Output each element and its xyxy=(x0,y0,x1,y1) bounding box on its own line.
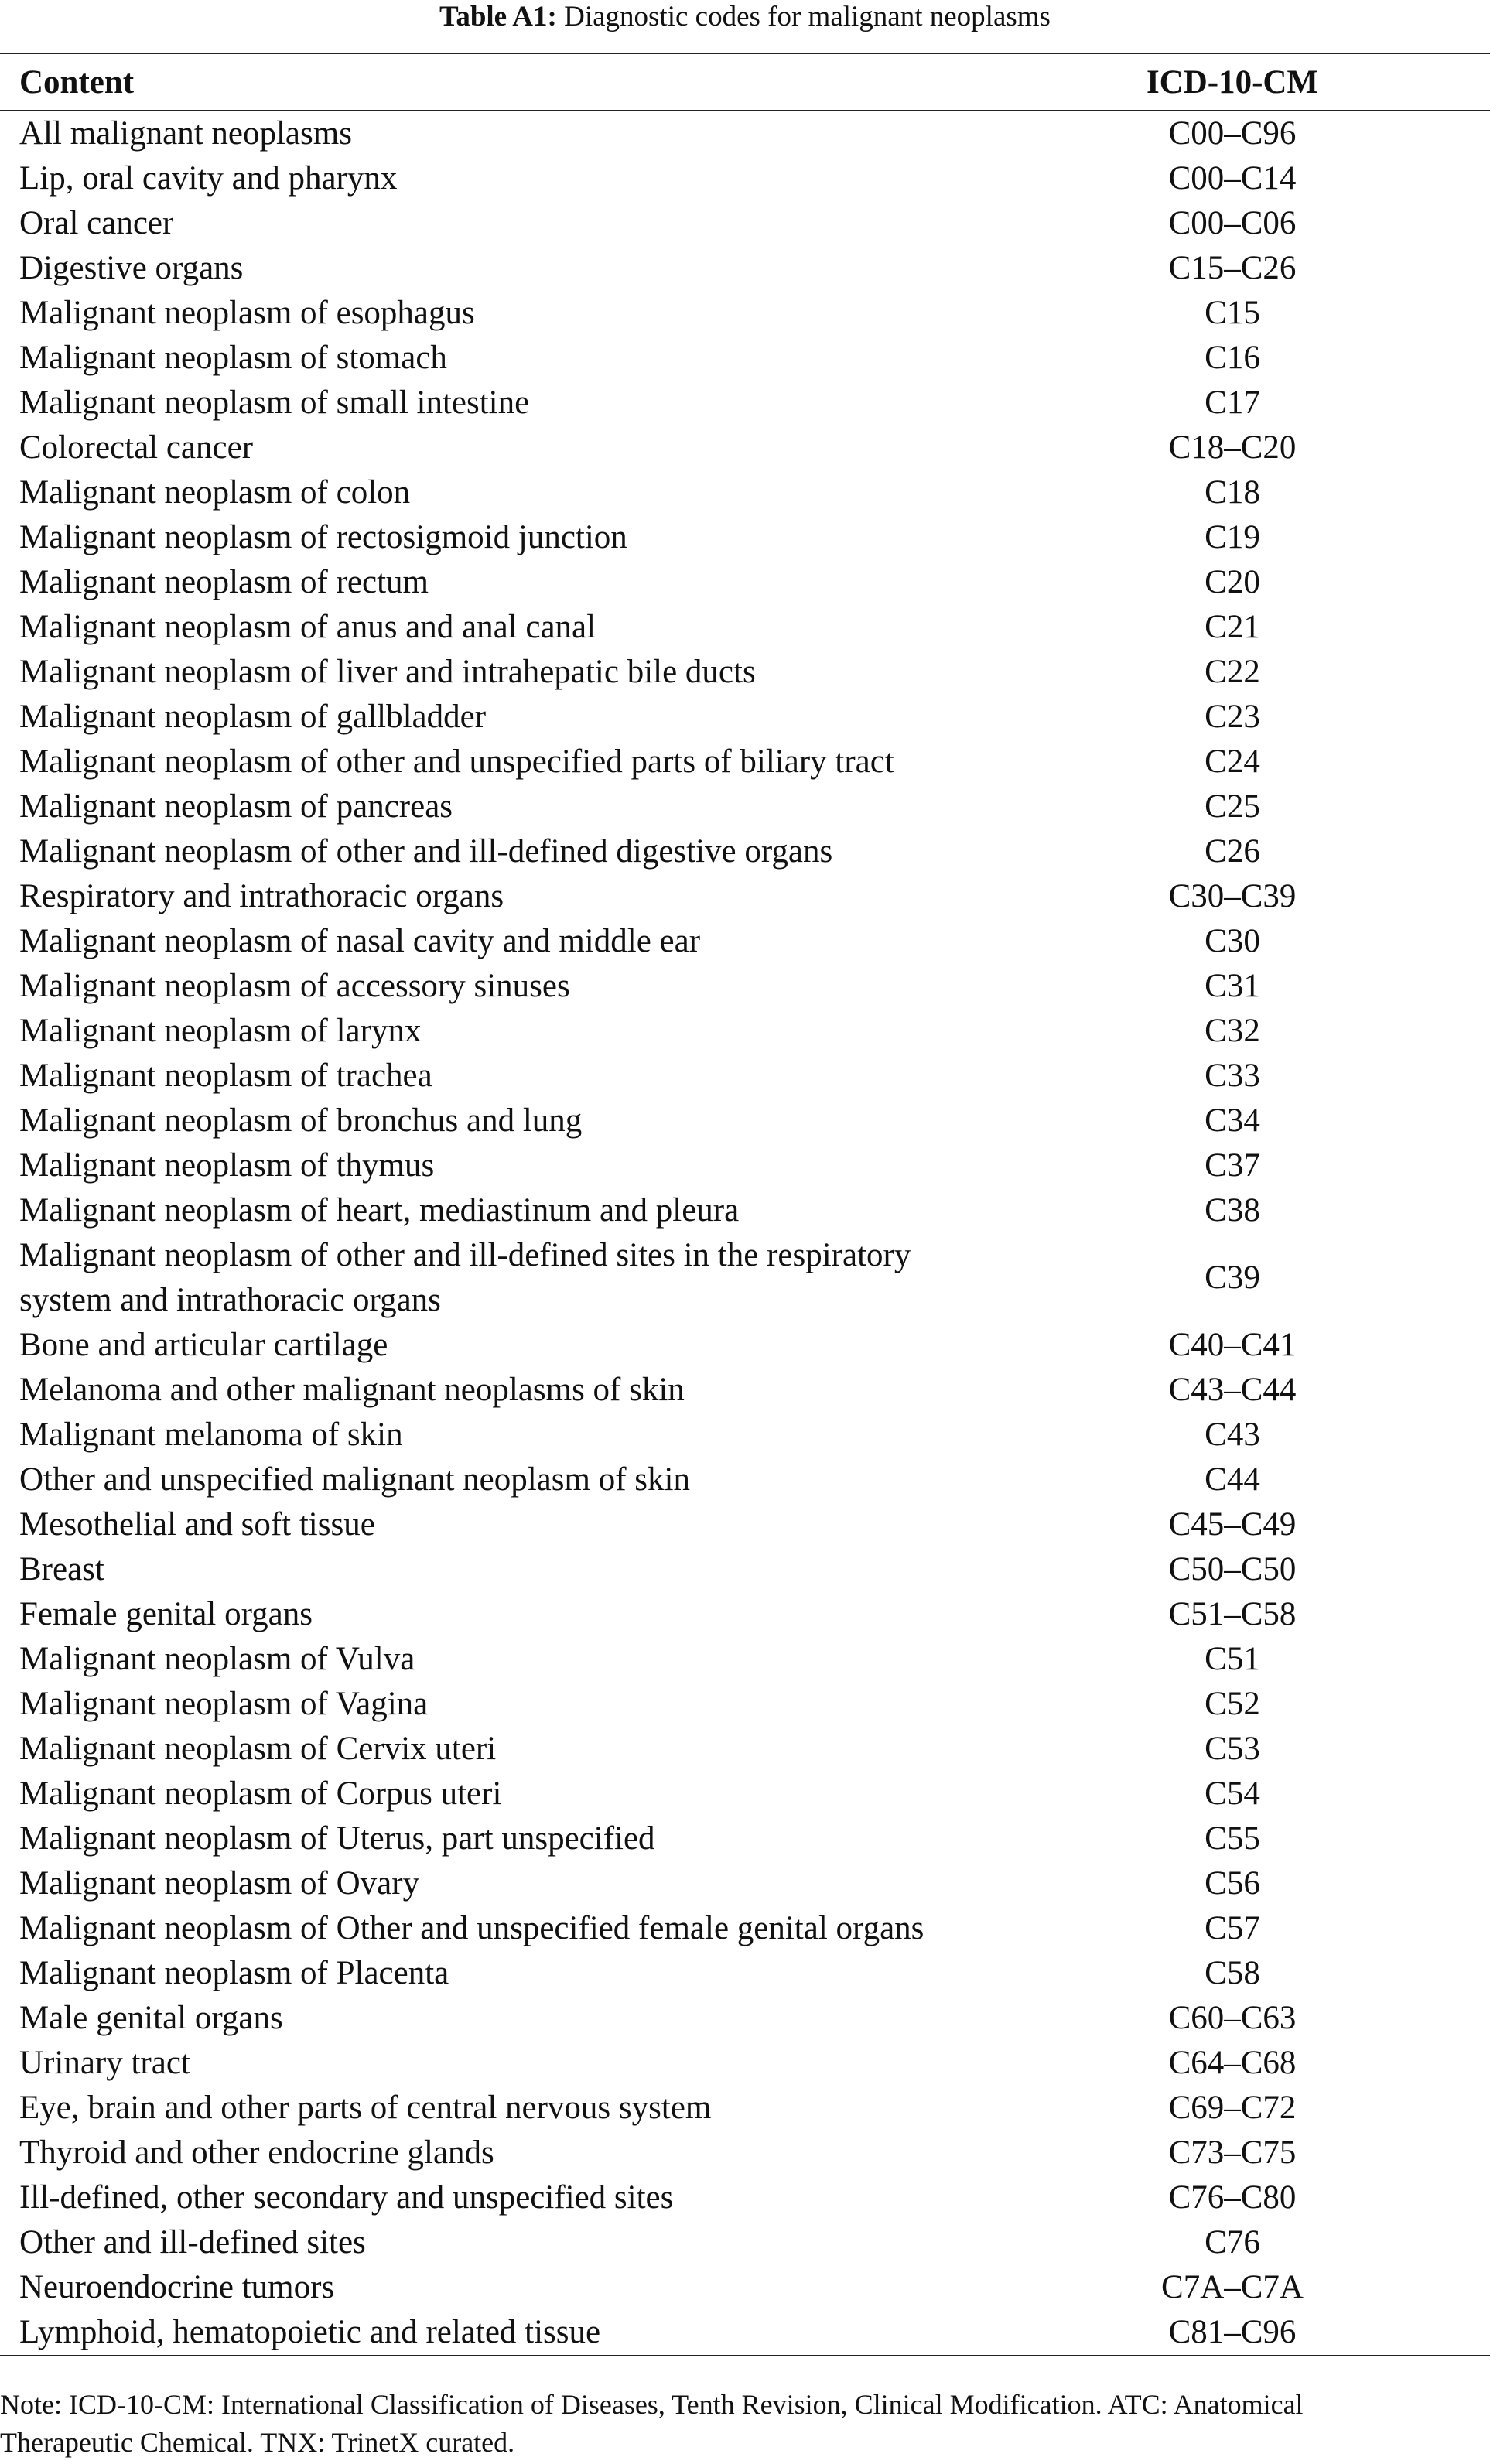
row-content-cell: Digestive organs xyxy=(19,250,244,286)
table-row xyxy=(0,1906,1490,1951)
table-row xyxy=(0,1054,1490,1099)
row-code-cell: C18 xyxy=(1205,474,1260,511)
row-content-cell: All malignant neoplasms xyxy=(19,115,352,152)
row-code-cell: C24 xyxy=(1205,743,1260,780)
row-content-cell: Lymphoid, hematopoietic and related tissue xyxy=(0,2310,975,2356)
row-content-cell: Neuroendocrine tumors xyxy=(19,2269,335,2305)
table-row xyxy=(0,1233,1490,1323)
table-row xyxy=(0,605,1490,650)
row-code-cell: C00–C96 xyxy=(1168,115,1297,152)
row-code-cell: C18–C20 xyxy=(1168,429,1297,466)
row-content-cell: Malignant neoplasm of Corpus uteri xyxy=(19,1775,502,1812)
table-row xyxy=(0,1861,1490,1906)
row-code-cell: C00–C14 xyxy=(1168,160,1297,197)
table-row xyxy=(0,336,1490,381)
row-content-cell: Male genital organs xyxy=(19,2000,283,2036)
row-content-cell: Malignant neoplasm of Uterus, part unspecified xyxy=(19,1820,655,1857)
table-note-line-1: Note: ICD-10-CM: International Classification of Diseases, Tenth Revision, Clinical Modification. ATC: Anatomical xyxy=(0,2389,1304,2420)
table-row xyxy=(0,1502,1490,1547)
table-header-row xyxy=(0,53,1490,111)
row-code-cell: C52 xyxy=(1205,1686,1260,1722)
table-row xyxy=(0,1682,1490,1727)
table-row xyxy=(0,381,1490,425)
row-code-cell: C16 xyxy=(1205,340,1260,376)
row-content-cell: Malignant melanoma of skin xyxy=(19,1417,403,1453)
row-code-cell: C15–C26 xyxy=(1168,250,1297,286)
row-code-cell: C58 xyxy=(1205,1955,1260,1991)
table-row xyxy=(0,2041,1490,2086)
row-code-cell: C51 xyxy=(1205,1641,1260,1677)
table-row xyxy=(0,1009,1490,1054)
row-content-cell: Colorectal cancer xyxy=(19,429,254,466)
table-row xyxy=(0,1772,1490,1816)
table-row xyxy=(0,291,1490,336)
table-caption-label: Table A1: xyxy=(439,1,557,32)
row-code-cell: C45–C49 xyxy=(1168,1506,1297,1543)
row-content-cell: Malignant neoplasm of colon xyxy=(19,474,411,511)
row-code-cell: C33 xyxy=(1205,1058,1260,1094)
table-row xyxy=(0,2131,1490,2175)
table-row xyxy=(0,425,1490,470)
row-content-cell: Mesothelial and soft tissue xyxy=(19,1506,375,1543)
table-row xyxy=(0,650,1490,695)
row-code-cell: C50–C50 xyxy=(1168,1551,1297,1587)
row-code-cell: C21 xyxy=(1205,609,1260,645)
row-code-cell: C73–C75 xyxy=(1168,2134,1297,2171)
row-content-cell: Malignant neoplasm of accessory sinuses xyxy=(19,968,570,1004)
row-code-cell: C81–C96 xyxy=(975,2310,1490,2356)
table-row xyxy=(0,784,1490,829)
row-code-cell: C76–C80 xyxy=(1168,2179,1297,2216)
row-content-cell: Oral cancer xyxy=(19,205,174,241)
table-row xyxy=(0,829,1490,874)
row-content-cell: Malignant neoplasm of bronchus and lung xyxy=(19,1102,583,1139)
row-content-cell: Urinary tract xyxy=(19,2045,190,2081)
table-caption xyxy=(0,0,1490,34)
table-row xyxy=(0,1188,1490,1233)
header-icd-10-cm: ICD-10-CM xyxy=(975,53,1490,111)
row-content-cell: Malignant neoplasm of thymus xyxy=(19,1147,435,1184)
row-content-cell: Malignant neoplasm of trachea xyxy=(19,1058,432,1094)
row-content-cell: Malignant neoplasm of Ovary xyxy=(19,1865,420,1902)
row-content-cell: Malignant neoplasm of Placenta xyxy=(19,1955,449,1991)
row-code-cell: C56 xyxy=(1205,1865,1260,1902)
diagnostic-codes-table xyxy=(0,53,1490,2356)
table-row xyxy=(0,2310,1490,2356)
row-content-cell: Malignant neoplasm of rectum xyxy=(19,564,429,600)
row-content-cell: Breast xyxy=(19,1551,104,1587)
row-content-cell: Malignant neoplasm of gallbladder xyxy=(19,699,487,735)
row-content-cell: Malignant neoplasm of stomach xyxy=(19,340,447,376)
row-code-cell: C15 xyxy=(1205,295,1260,331)
table-row xyxy=(0,1368,1490,1413)
table-row xyxy=(0,2265,1490,2310)
row-content-cell: Malignant neoplasm of nasal cavity and middle ear xyxy=(19,923,701,959)
row-content-cell: Other and unspecified malignant neoplasm of skin xyxy=(19,1461,690,1498)
row-code-cell: C43–C44 xyxy=(1168,1372,1297,1408)
row-code-cell: C55 xyxy=(1205,1820,1260,1857)
table-body xyxy=(0,111,1490,2356)
row-content-cell: Malignant neoplasm of anus and anal canal xyxy=(19,609,596,645)
table-row xyxy=(0,1951,1490,1996)
row-content-cell: Malignant neoplasm of other and unspecified parts of biliary tract xyxy=(19,743,894,780)
row-code-cell: C19 xyxy=(1205,519,1260,555)
row-code-cell: C57 xyxy=(1205,1910,1260,1946)
row-content-cell: Malignant neoplasm of larynx xyxy=(19,1013,422,1049)
row-code-cell: C69–C72 xyxy=(1168,2090,1297,2126)
row-code-cell: C39 xyxy=(1205,1259,1260,1296)
row-content-cell: Malignant neoplasm of pancreas xyxy=(19,788,453,825)
row-code-cell: C64–C68 xyxy=(1168,2045,1297,2081)
table-row xyxy=(0,2086,1490,2131)
row-code-cell: C7A–C7A xyxy=(1161,2269,1304,2305)
row-content-cell: Lip, oral cavity and pharynx xyxy=(19,160,398,197)
row-code-cell: C37 xyxy=(1205,1147,1260,1184)
table-row xyxy=(0,964,1490,1009)
table-row xyxy=(0,2175,1490,2220)
row-code-cell: C60–C63 xyxy=(1168,2000,1297,2036)
row-code-cell: C26 xyxy=(1205,833,1260,870)
table-row xyxy=(0,201,1490,246)
table-row xyxy=(0,246,1490,291)
row-content-cell: Malignant neoplasm of Vagina xyxy=(19,1686,429,1722)
table-row xyxy=(0,2220,1490,2265)
table-row xyxy=(0,470,1490,515)
table-row xyxy=(0,1323,1490,1368)
row-content-cell: Malignant neoplasm of Vulva xyxy=(19,1641,415,1677)
table-note-line-2: Therapeutic Chemical. TNX: TrinetX curated. xyxy=(0,2427,515,2458)
table-row xyxy=(0,1143,1490,1188)
row-content-cell: Eye, brain and other parts of central nervous system xyxy=(19,2090,712,2126)
row-code-cell: C17 xyxy=(1205,384,1260,421)
row-code-cell: C30 xyxy=(1205,923,1260,959)
table-row xyxy=(0,1996,1490,2041)
table-row xyxy=(0,874,1490,919)
row-content-cell: Ill-defined, other secondary and unspecified sites xyxy=(19,2179,674,2216)
table-row xyxy=(0,740,1490,784)
table-row xyxy=(0,560,1490,605)
table-row xyxy=(0,1727,1490,1772)
row-content-cell: Malignant neoplasm of liver and intrahepatic bile ducts xyxy=(19,654,756,690)
table-row xyxy=(0,1458,1490,1502)
row-content-cell: Malignant neoplasm of small intestine xyxy=(19,384,530,421)
row-code-cell: C25 xyxy=(1205,788,1260,825)
row-code-cell: C23 xyxy=(1205,699,1260,735)
row-content-cell: Respiratory and intrathoracic organs xyxy=(19,878,504,914)
table-note xyxy=(0,2386,1490,2462)
row-code-cell: C22 xyxy=(1205,654,1260,690)
row-code-cell: C34 xyxy=(1205,1102,1260,1139)
table-row xyxy=(0,515,1490,560)
row-code-cell: C30–C39 xyxy=(1168,878,1297,914)
row-content-cell: Melanoma and other malignant neoplasms of skin xyxy=(19,1372,685,1408)
row-content-cell: Malignant neoplasm of Other and unspecified female genital organs xyxy=(19,1910,924,1946)
row-code-cell: C00–C06 xyxy=(1168,205,1297,241)
row-content-cell: Bone and articular cartilage xyxy=(19,1327,388,1363)
row-code-cell: C51–C58 xyxy=(1168,1596,1297,1632)
row-code-cell: C32 xyxy=(1205,1013,1260,1049)
table-row xyxy=(0,1547,1490,1592)
row-content-cell: Malignant neoplasm of heart, mediastinum and pleura xyxy=(19,1192,740,1229)
row-code-cell: C43 xyxy=(1205,1417,1260,1453)
table-row xyxy=(0,1413,1490,1458)
row-content-cell: Other and ill-defined sites xyxy=(19,2224,366,2261)
row-code-cell: C38 xyxy=(1205,1192,1260,1229)
table-row xyxy=(0,1816,1490,1861)
table-row xyxy=(0,111,1490,156)
row-content-cell: Malignant neoplasm of esophagus xyxy=(19,295,475,331)
row-code-cell: C44 xyxy=(1205,1461,1260,1498)
row-content-cell: Malignant neoplasm of Cervix uteri xyxy=(19,1731,497,1767)
row-code-cell: C20 xyxy=(1205,564,1260,600)
row-code-cell: C54 xyxy=(1205,1775,1260,1812)
row-content-cell: Malignant neoplasm of rectosigmoid junction xyxy=(19,519,627,555)
row-content-cell: Malignant neoplasm of other and ill-defined sites in the respiratory system and intrathoracic organs xyxy=(19,1237,911,1318)
table-row xyxy=(0,1592,1490,1637)
row-code-cell: C76 xyxy=(1205,2224,1260,2261)
row-content-cell: Female genital organs xyxy=(19,1596,313,1632)
row-content-cell: Thyroid and other endocrine glands xyxy=(19,2134,494,2171)
header-content: Content xyxy=(0,53,975,111)
row-code-cell: C53 xyxy=(1205,1731,1260,1767)
table-row xyxy=(0,919,1490,964)
row-code-cell: C40–C41 xyxy=(1168,1327,1297,1363)
table-row xyxy=(0,695,1490,740)
row-content-cell: Malignant neoplasm of other and ill-defined digestive organs xyxy=(19,833,833,870)
row-code-cell: C31 xyxy=(1205,968,1260,1004)
table-row xyxy=(0,1099,1490,1143)
table-row xyxy=(0,156,1490,201)
table-row xyxy=(0,1637,1490,1682)
table-caption-text: Diagnostic codes for malignant neoplasms xyxy=(564,1,1051,32)
